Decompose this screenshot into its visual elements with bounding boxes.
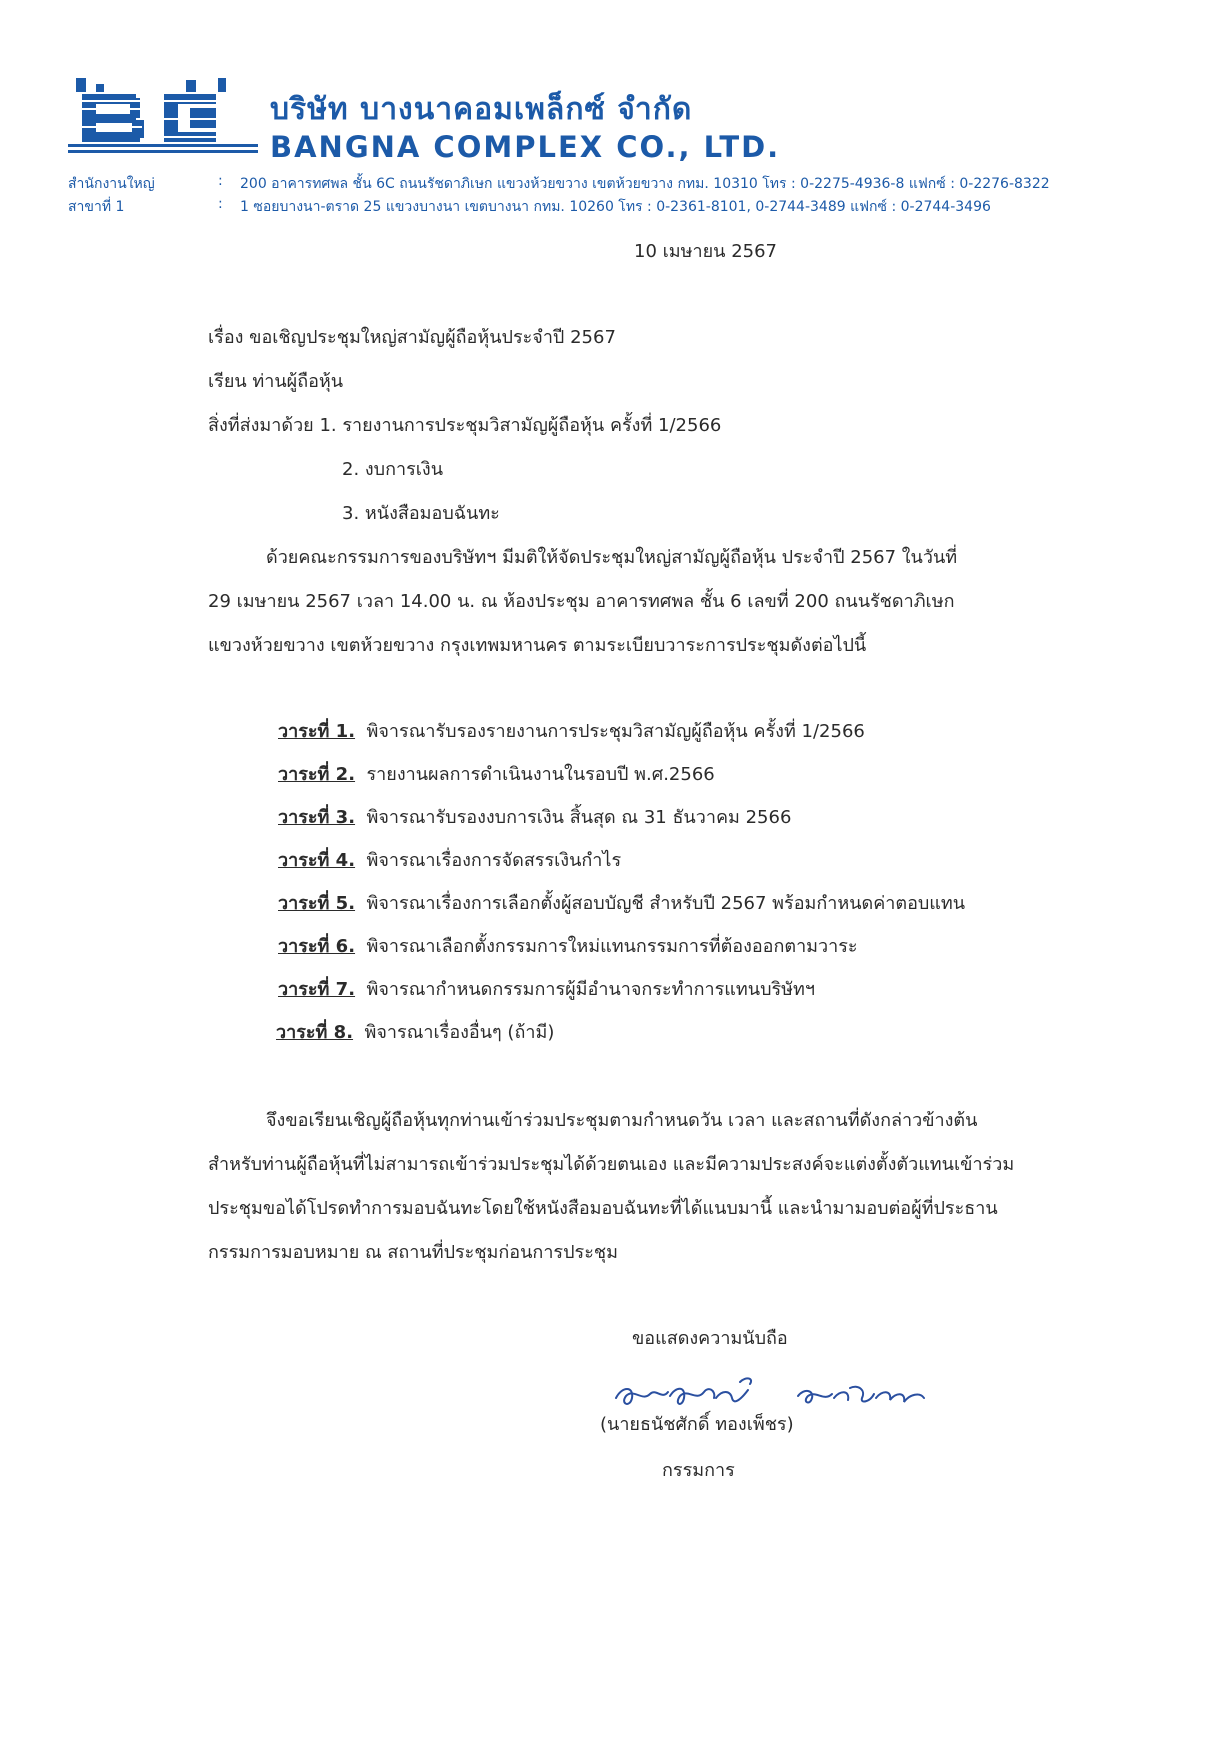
signatory-name: (นายธนัชศักดิ์ ทองเพ็ชร) (600, 1414, 794, 1435)
agenda-item-4 (278, 845, 621, 874)
agenda-label: วาระที่ 5. (278, 893, 356, 914)
agenda-text: พิจารณาเรื่องการเลือกตั้งผู้สอบบัญชี สำหรับปี 2567 พร้อมกำหนดค่าตอบแทน (366, 893, 966, 914)
company-name-english: BANGNA COMPLEX CO., LTD. (270, 130, 781, 164)
company-logo (68, 78, 258, 158)
agenda-item-5 (278, 888, 965, 917)
agenda-item-8 (276, 1017, 554, 1046)
branch-colon: : (218, 196, 223, 212)
agenda-label: วาระที่ 2. (278, 764, 356, 785)
intro-line-3: แขวงห้วยขวาง เขตห้วยขวาง กรุงเทพมหานคร ตามระเบียบวาระการประชุมดังต่อไปนี้ (208, 635, 867, 656)
agenda-item-1 (278, 716, 865, 745)
branch-label: สาขาที่ 1 (68, 199, 125, 215)
agenda-item-2 (278, 759, 715, 788)
agenda-text: พิจารณากำหนดกรรมการผู้มีอำนาจกระทำการแทนบริษัทฯ (366, 979, 816, 1000)
subject-line: เรื่อง ขอเชิญประชุมใหญ่สามัญผู้ถือหุ้นประจำปี 2567 (208, 327, 616, 348)
agenda-label: วาระที่ 1. (278, 721, 356, 742)
head-office-address: 200 อาคารทศพล ชั้น 6C ถนนรัชดาภิเษก แขวงห้วยขวาง เขตห้วยขวาง กทม. 10310 โทร : 0-2275-4936-8 แฟกซ์ : 0-2276-8322 (240, 176, 1050, 192)
company-name-thai: บริษัท บางนาคอมเพล็กซ์ จำกัด (270, 92, 693, 127)
agenda-item-6 (278, 931, 858, 960)
agenda-text: รายงานผลการดำเนินงานในรอบปี พ.ศ.2566 (366, 764, 715, 785)
agenda-item-3 (278, 802, 791, 831)
closing-line-4: กรรมการมอบหมาย ณ สถานที่ประชุมก่อนการประชุม (208, 1242, 618, 1263)
enclosure-item-2: 2. งบการเงิน (342, 459, 444, 480)
recipient-line: เรียน ท่านผู้ถือหุ้น (208, 371, 344, 392)
agenda-text: พิจารณาเลือกตั้งกรรมการใหม่แทนกรรมการที่ต้องออกตามวาระ (366, 936, 858, 957)
regards-line: ขอแสดงความนับถือ (632, 1328, 788, 1349)
head-office-label: สำนักงานใหญ่ (68, 176, 155, 192)
branch-address: 1 ซอยบางนา-ตราด 25 แขวงบางนา เขตบางนา กทม. 10260 โทร : 0-2361-8101, 0-2744-3489 แฟกซ์ : 0-2744-3496 (240, 199, 991, 215)
agenda-label: วาระที่ 6. (278, 936, 356, 957)
enclosure-item-1: สิ่งที่ส่งมาด้วย 1. รายงานการประชุมวิสามัญผู้ถือหุ้น ครั้งที่ 1/2566 (208, 415, 722, 436)
enclosure-item-3: 3. หนังสือมอบฉันทะ (342, 503, 500, 524)
intro-line-1: ด้วยคณะกรรมการของบริษัทฯ มีมติให้จัดประชุมใหญ่สามัญผู้ถือหุ้น ประจำปี 2567 ในวันที่ (266, 547, 958, 568)
head-office-colon: : (218, 173, 223, 189)
agenda-text: พิจารณารับรองงบการเงิน สิ้นสุด ณ 31 ธันวาคม 2566 (366, 807, 792, 828)
closing-line-1: จึงขอเรียนเชิญผู้ถือหุ้นทุกท่านเข้าร่วมประชุมตามกำหนดวัน เวลา และสถานที่ดังกล่าวข้างต้น (266, 1110, 978, 1131)
agenda-text: พิจารณาเรื่องการจัดสรรเงินกำไร (366, 850, 622, 871)
agenda-text: พิจารณาเรื่องอื่นๆ (ถ้ามี) (364, 1022, 555, 1043)
agenda-item-7 (278, 974, 815, 1003)
agenda-text: พิจารณารับรองรายงานการประชุมวิสามัญผู้ถือหุ้น ครั้งที่ 1/2566 (366, 721, 865, 742)
agenda-label: วาระที่ 8. (276, 1022, 354, 1043)
closing-line-3: ประชุมขอได้โปรดทำการมอบฉันทะโดยใช้หนังสือมอบฉันทะที่ได้แนบมานี้ และนำมามอบต่อผู้ที่ประธาน (208, 1198, 998, 1219)
intro-line-2: 29 เมษายน 2567 เวลา 14.00 น. ณ ห้องประชุม อาคารทศพล ชั้น 6 เลขที่ 200 ถนนรัชดาภิเษก (208, 591, 955, 612)
agenda-label: วาระที่ 4. (278, 850, 356, 871)
letter-date: 10 เมษายน 2567 (634, 241, 777, 262)
agenda-label: วาระที่ 7. (278, 979, 356, 1000)
closing-line-2: สำหรับท่านผู้ถือหุ้นที่ไม่สามารถเข้าร่วมประชุมได้ด้วยตนเอง และมีความประสงค์จะแต่งตั้งตัวแทนเข้าร่วม (208, 1154, 1015, 1175)
signatory-position: กรรมการ (662, 1460, 735, 1481)
agenda-label: วาระที่ 3. (278, 807, 356, 828)
